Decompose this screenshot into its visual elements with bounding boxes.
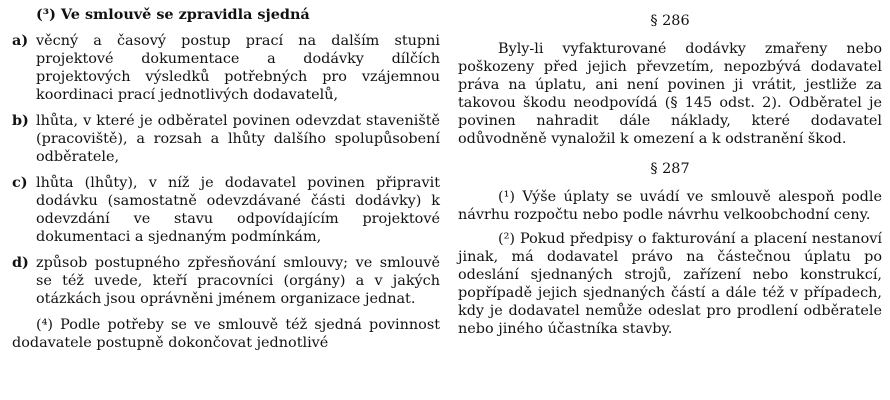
- item-text: lhůta, v které je odběratel povinen odevzdat staveniště (pracoviště), a rozsah a lhůty dalšího spolupůsobení odběratele,: [36, 113, 440, 165]
- paragraph-3-heading: (³) Ve smlouvě se zpravidla sjedná: [36, 6, 310, 23]
- section-286-text: Byly-li vyfakturované dodávky zmařeny nebo poškozeny před jejich převzetím, nepozbývá dodavatel práva na úplatu, ani není povinen ji vrátit, jestliže za takovou škodu neodpovídá (§ 145 odst. 2). Odběratel je povinen nahradit dále náklady, které dodavatel odůvodněně vynaložil k omezení a k odstranění škod.: [458, 41, 882, 147]
- list-item-a: [12, 32, 440, 104]
- item-text: lhůta (lhůty), v níž je dodavatel povinen připravit dodávku (samostatně odevzdávané části dodávky) k odevzdání ve stavu odpovídajícím projektové dokumentaci a sjednaným podmínkám,: [36, 175, 440, 245]
- item-label: b): [12, 112, 29, 129]
- paragraph-4: (⁴) Podle potřeby se ve smlouvě též sjedná povinnost dodavatele postupně dokončovat jednotlivé: [12, 317, 440, 351]
- section-287-paragraph-2: (²) Pokud předpisy o fakturování a placení nestanoví jinak, má dodavatel právo na částečnou úplatu po odeslání sjednaných strojů, zařízení nebo konstrukcí, popřípadě jejich sjednaných částí a dále též v případech, kdy je dodavatel nemůže odeslat pro prodlení odběratele nebo jiného účastníka stavby.: [458, 231, 882, 337]
- item-label: c): [12, 174, 28, 191]
- section-287-paragraph-1: (¹) Výše úplaty se uvádí ve smlouvě alespoň podle návrhu rozpočtu nebo podle návrhu velkoobchodní ceny.: [458, 189, 882, 223]
- right-column: [458, 0, 882, 344]
- list-item-b: [12, 112, 440, 166]
- item-text: způsob postupného zpřesňování smlouvy; ve smlouvě se též uvede, kteří pracovníci (orgány) a v jakých otázkách jsou oprávněni jménem organizace jednat.: [36, 255, 440, 307]
- list-item-d: [12, 254, 440, 308]
- item-text: věcný a časový postup prací na dalším stupni projektové dokumentace a dodávky dílčích projektových výsledků potřebných pro vzájemnou koordinaci prací jednotlivých dodavatelů,: [36, 33, 440, 103]
- section-286-heading: § 286: [650, 13, 690, 29]
- section-287-heading: § 287: [650, 161, 690, 177]
- item-label: a): [12, 32, 29, 49]
- list-item-c: [12, 174, 440, 246]
- item-label: d): [12, 254, 29, 271]
- left-column: [12, 0, 440, 352]
